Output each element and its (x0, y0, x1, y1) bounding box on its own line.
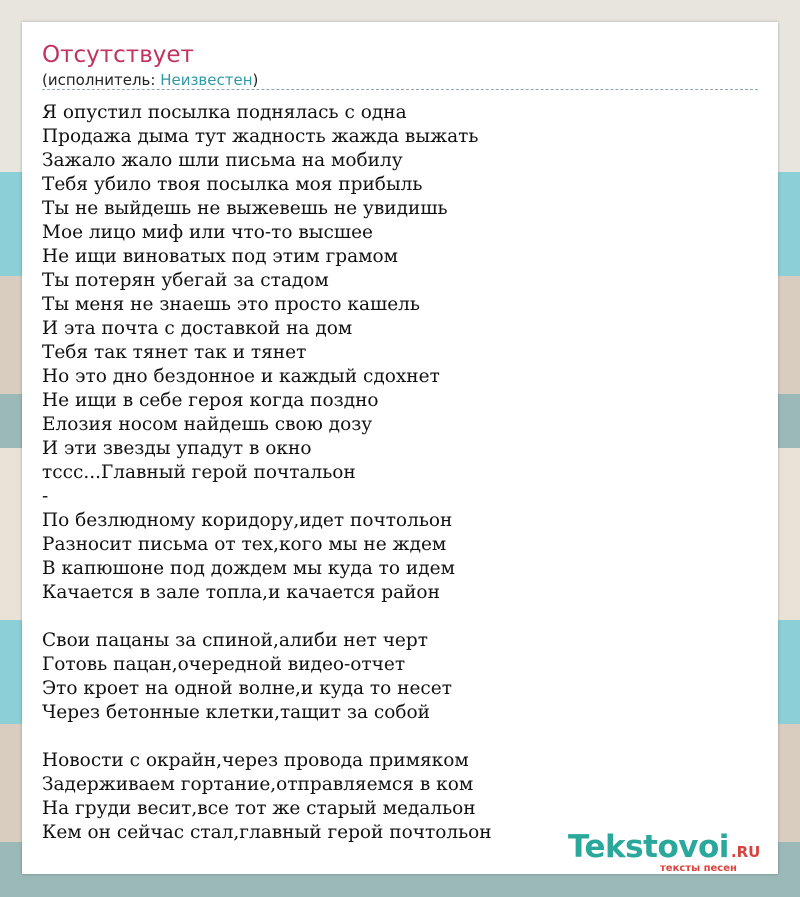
lyrics-line: Ты потерян убегай за стадом (42, 270, 329, 291)
lyrics-line: Это кроет на одной волне,и куда то несет (42, 678, 452, 699)
site-logo[interactable] (568, 829, 761, 874)
lyrics-line: Задерживаем гортание,отправляемся в ком (42, 774, 474, 795)
lyrics-card (22, 22, 778, 874)
lyrics-line: Ты меня не знаешь это просто кашель (42, 294, 420, 315)
lyrics-line: Разносит письма от тех,кого мы не ждем (42, 534, 447, 555)
logo-domain: .RU (730, 843, 761, 861)
lyrics-line: И эти звезды упадут в окно (42, 438, 312, 459)
lyrics-line: Ты не выйдешь не выжевешь не увидишь (42, 198, 448, 219)
lyrics-line: Но это дно бездонное и каждый сдохнет (42, 366, 440, 387)
lyrics-line: Мое лицо миф или что-то высшее (42, 222, 373, 243)
logo-tagline: тексты песен (660, 863, 737, 874)
lyrics-line: Продажа дыма тут жадность жажда выжать (42, 126, 479, 147)
lyrics-line: По безлюдному коридору,идет почтольон (42, 510, 453, 531)
title-divider (42, 89, 758, 90)
logo-wordmark: Tekstovoi (568, 829, 729, 865)
lyrics-line: На груди весит,все тот же старый медальон (42, 798, 476, 819)
lyrics-line: - (42, 486, 49, 507)
lyrics-line: Свои пацаны за спиной,алиби нет черт (42, 630, 428, 651)
lyrics-line: Тебя убило твоя посылка моя прибыль (42, 174, 423, 195)
lyrics-line: тссс...Главный герой почтальон (42, 462, 356, 483)
song-title: Отсутствует (42, 42, 194, 68)
lyrics-line: Я опустил посылка поднялась с одна (42, 102, 407, 123)
lyrics-line: В капюшоне под дождем мы куда то идем (42, 558, 455, 579)
lyrics-line: Зажало жало шли письма на мобилу (42, 150, 403, 171)
lyrics-line (42, 605, 742, 629)
lyrics-line: Не ищи в себе героя когда поздно (42, 390, 379, 411)
lyrics-line: И эта почта с доставкой на дом (42, 318, 353, 339)
lyrics-line (42, 725, 742, 749)
artist-line (42, 71, 258, 89)
artist-suffix: ) (252, 71, 259, 89)
lyrics-text (42, 101, 742, 845)
lyrics-line: Через бетонные клетки,тащит за собой (42, 702, 430, 723)
lyrics-line: Готовь пацан,очередной видео-отчет (42, 654, 406, 675)
artist-prefix: (исполнитель: (42, 71, 161, 89)
lyrics-line: Кем он сейчас стал,главный герой почтольон (42, 822, 492, 843)
lyrics-line: Новости с окрайн,через провода примяком (42, 750, 469, 771)
lyrics-line: Не ищи виноватых под этим грамом (42, 246, 399, 267)
lyrics-line: Тебя так тянет так и тянет (42, 342, 307, 363)
lyrics-line: Качается в зале топла,и качается район (42, 582, 440, 603)
artist-link[interactable]: Неизвестен (160, 71, 253, 89)
lyrics-line: Елозия носом найдешь свою дозу (42, 414, 373, 435)
